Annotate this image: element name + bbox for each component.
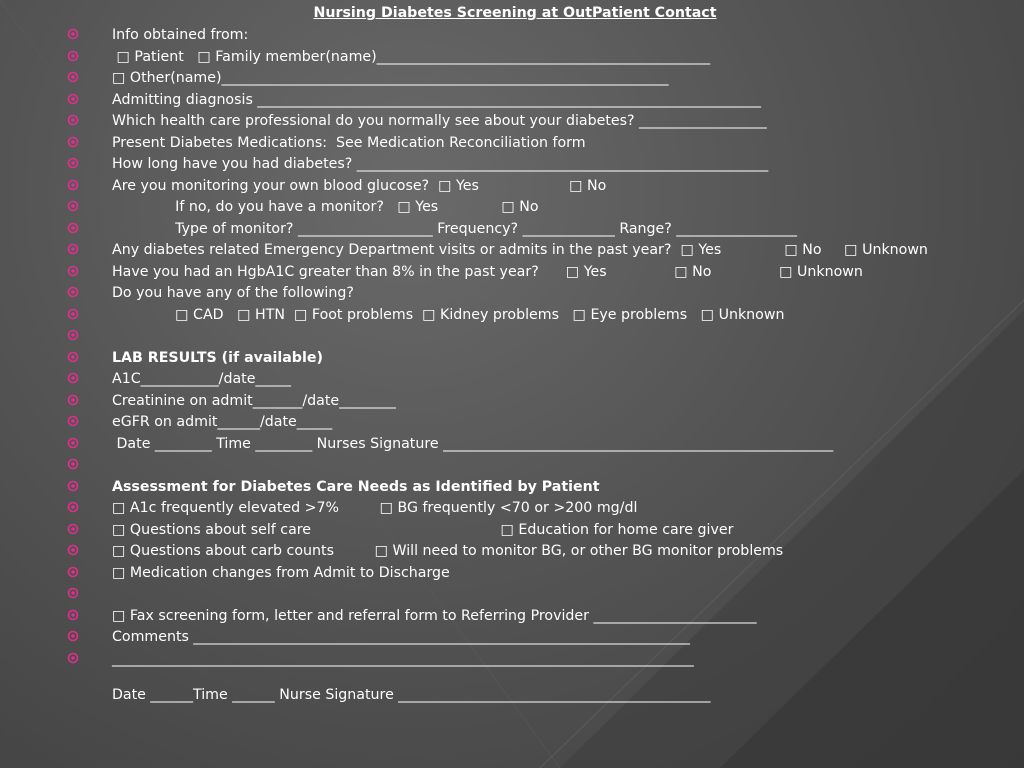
footer-signature-line: Date ______Time ______ Nurse Signature ____________________________________________ <box>112 687 711 703</box>
bullet-icon <box>67 179 79 191</box>
bullet-icon <box>67 265 79 277</box>
list-item-text: If no, do you have a monitor? □ Yes □ No <box>112 199 539 215</box>
list-item-text: Comments ______________________________________________________________________ <box>112 629 690 645</box>
list-item <box>0 606 1024 628</box>
bullet-icon <box>67 28 79 40</box>
bullet-icon <box>67 329 79 341</box>
bullet-icon <box>67 243 79 255</box>
list-item <box>0 90 1024 112</box>
list-item-text: □ Patient □ Family member(name)_______________________________________________ <box>112 48 711 65</box>
bullet-icon <box>67 351 79 363</box>
bullet-icon <box>67 437 79 449</box>
bullet-icon <box>67 415 79 427</box>
bullet-icon <box>67 609 79 621</box>
list-item-text: Are you monitoring your own blood glucose? □ Yes □ No <box>112 177 607 194</box>
bullet-icon <box>67 394 79 406</box>
bullet-icon <box>67 544 79 556</box>
list-item-text: LAB RESULTS (if available) <box>112 349 323 366</box>
list-item <box>0 326 1024 348</box>
list-item <box>0 47 1024 69</box>
bullet-icon <box>67 71 79 83</box>
bullet-icon <box>67 157 79 169</box>
list-item <box>0 305 1024 327</box>
list-item-text: A1C___________/date_____ <box>112 371 291 387</box>
bullet-icon <box>67 480 79 492</box>
list-item <box>0 348 1024 370</box>
bullet-icon <box>67 114 79 126</box>
bullet-icon <box>67 566 79 578</box>
bullet-icon <box>67 200 79 212</box>
bullet-icon <box>67 136 79 148</box>
bullet-icon <box>67 286 79 298</box>
list-item-text: Creatinine on admit_______/date________ <box>112 392 396 409</box>
list-item-text: Assessment for Diabetes Care Needs as Identified by Patient <box>112 478 600 495</box>
list-item-text: Which health care professional do you normally see about your diabetes? __________________ <box>112 113 767 129</box>
list-item-text: Info obtained from: <box>112 27 249 43</box>
list-item <box>0 283 1024 305</box>
list-item-text: □ Fax screening form, letter and referral form to Referring Provider _______________________ <box>112 607 757 624</box>
bullet-icon <box>67 308 79 320</box>
form-list <box>0 25 1024 670</box>
list-item <box>0 520 1024 542</box>
list-item <box>0 455 1024 477</box>
list-item <box>0 412 1024 434</box>
list-item <box>0 477 1024 499</box>
list-item-text: □ Medication changes from Admit to Discharge <box>112 564 450 581</box>
bullet-icon <box>67 50 79 62</box>
list-item-text: Present Diabetes Medications: See Medication Reconciliation form <box>112 134 586 151</box>
bullet-icon <box>67 630 79 642</box>
list-item-text: Any diabetes related Emergency Department visits or admits in the past year? □ Yes □ No □ Unknown <box>112 242 928 258</box>
list-item-text: □ A1c frequently elevated >7% □ BG frequently <70 or >200 mg/dl <box>112 500 638 516</box>
list-item <box>0 111 1024 133</box>
list-item-text: □ Other(name)_______________________________________________________________ <box>112 70 669 86</box>
list-item <box>0 498 1024 520</box>
list-item <box>0 627 1024 649</box>
list-item-text: How long have you had diabetes? __________________________________________________________ <box>112 156 769 172</box>
list-item <box>0 133 1024 155</box>
bullet-icon <box>67 652 79 664</box>
bullet-icon <box>67 93 79 105</box>
list-item <box>0 262 1024 284</box>
list-item-text: □ Questions about carb counts □ Will need to monitor BG, or other BG monitor problems <box>112 543 784 559</box>
bullet-icon <box>67 372 79 384</box>
bullet-icon <box>67 587 79 599</box>
list-item <box>0 541 1024 563</box>
list-item <box>0 369 1024 391</box>
list-item <box>0 25 1024 47</box>
page-title: Nursing Diabetes Screening at OutPatient Contact <box>313 5 717 21</box>
list-item <box>0 240 1024 262</box>
list-item-text: eGFR on admit______/date_____ <box>112 414 333 430</box>
bullet-icon <box>67 501 79 513</box>
list-item-text: □ CAD □ HTN □ Foot problems □ Kidney problems □ Eye problems □ Unknown <box>112 306 785 323</box>
list-item-text: Have you had an HgbA1C greater than 8% in the past year? □ Yes □ No □ Unknown <box>112 263 863 280</box>
bullet-icon <box>67 222 79 234</box>
bullet-icon <box>67 458 79 470</box>
list-item <box>0 584 1024 606</box>
list-item <box>0 563 1024 585</box>
list-item <box>0 219 1024 241</box>
list-item <box>0 68 1024 90</box>
list-item <box>0 434 1024 456</box>
list-item <box>0 154 1024 176</box>
list-item-text: Admitting diagnosis _______________________________________________________________________ <box>112 91 762 108</box>
bullet-icon <box>67 523 79 535</box>
list-item <box>0 176 1024 198</box>
list-item-text: □ Questions about self care □ Education for home care giver <box>112 521 734 538</box>
list-item-text: __________________________________________________________________________________ <box>112 650 694 667</box>
list-item-text: Do you have any of the following? <box>112 285 354 301</box>
list-item-text: Date ________ Time ________ Nurses Signature _______________________________________________________ <box>112 435 834 452</box>
list-item <box>0 197 1024 219</box>
list-item <box>0 391 1024 413</box>
list-item <box>0 649 1024 671</box>
list-item-text: Type of monitor? ___________________ Frequency? _____________ Range? _________________ <box>112 220 797 237</box>
